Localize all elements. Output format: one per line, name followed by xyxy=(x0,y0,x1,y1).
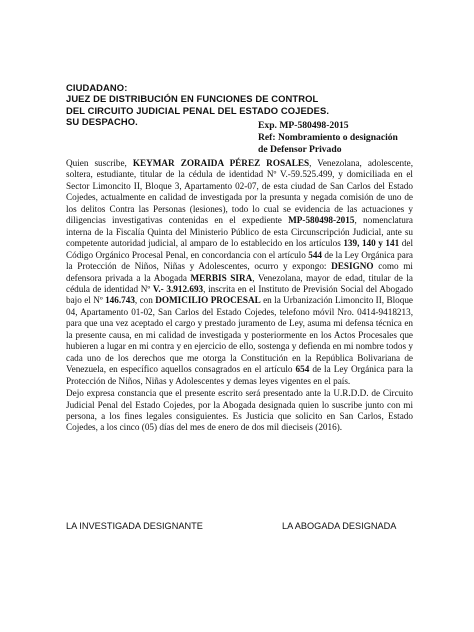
body-text-segment: , con xyxy=(134,295,156,306)
body-text-segment: de la Ley Orgánica para la Protección de Niños, Niñas y Adolescentes, ocurro y expongo: xyxy=(66,249,413,272)
body-text-segment: , Venezolana, adolescente, soltera, estudiante, titular de la cédula de identidad Nº V.-59.525.499, y domiciliada en el Sector Limoncito II, Bloque 3, Apartamento 02-07, de esta ciudad de San Carlos del Estado Cojedes, actualmente en calidad de investigada por la presunta y negada comisión de uno de los delitos Contra las Personas (lesiones), todo lo cual se evidencia de las actuaciones y diligencias investigativas contenidas en el expediente xyxy=(66,158,413,226)
body-paragraph-main xyxy=(66,158,413,387)
body-text-segment: , nomenclatura interna de la Fiscalía Quinta del Ministerio Público de esta Circunscripción Judicial, ante su competente autoridad judicial, al amparo de lo establecido en los artículos xyxy=(66,215,413,249)
reference-block xyxy=(258,120,438,155)
reference-line-continued: de Defensor Privado xyxy=(258,143,342,155)
body-text-segment: como mi defensora privada a la Abogada xyxy=(66,261,413,283)
addressee-judge: JUEZ DE DISTRIBUCIÓN EN FUNCIONES DE CONTROL xyxy=(66,93,319,105)
body-text-segment: , inscrita en el Instituto de Previsión Social del Abogado bajo el Nº xyxy=(66,283,413,306)
case-number: Exp. MP-580498-2015 xyxy=(258,120,349,131)
body-paragraph-closing: Dejo expresa constancia que el presente escrito será presentado ante la U.R.D.D. de Circuito Judicial Penal del Estado Cojedes, por la Abogada designada quien lo suscribe junto con mi persona, a los fines legales consiguientes. Es Justicia que solicito en San Carlos, Estado Cojedes, a los cinco (05) días del mes de enero de dos mil dieciseis (2016). xyxy=(66,388,413,433)
article-number: 654 xyxy=(295,364,310,375)
signature-investigated: LA INVESTIGADA DESIGNANTE xyxy=(66,521,203,531)
designation-keyword: DESIGNO xyxy=(331,261,374,272)
addressee-salutation: CIUDADANO: xyxy=(66,82,128,93)
addressee-court: DEL CIRCUITO JUDICIAL PENAL DEL ESTADO COJEDES. xyxy=(66,104,330,116)
case-number-inline: MP-580498-2015 xyxy=(288,215,355,226)
body-text-segment: en la Urbanización Limoncito II, Bloque 04, Apartamento 01-02, San Carlos del Estado Cojedes, telefono móvil Nro. 0414-9418213, para que una vez aceptado el cargo y prestado juramento de Ley, asuma mi defensa técnica en la presente causa, en mi calidad de investigada y posteriormente en los Actos Procesales que hubieren a lugar en mi contra y en ejercicio de ello, sostenga y defienda en mi nombre todos y cada uno de los derechos que me otorga la Constitución en la República Bolivariana de Venezuela, en específico aquellos consagrados en el artículo xyxy=(66,295,413,375)
body-text-segment: de la Ley Orgánica para la Protección de Niños, Niñas y Adolescentes y demas leyes vigentes en el país. xyxy=(66,364,413,386)
body-text-segment: Quien suscribe, xyxy=(66,158,133,168)
body-text-segment: , Venezolana, mayor de edad, titular de la cédula de identidad Nº xyxy=(66,272,414,294)
lawyer-id-number: V.- 3.912.693 xyxy=(152,283,204,294)
reference-line: Ref: Nombramiento o designación xyxy=(258,131,398,143)
procedural-domicile: DOMICILIO PROCESAL xyxy=(155,295,261,306)
article-number: 544 xyxy=(308,249,323,260)
lawyer-registry-number: 146.743 xyxy=(105,295,135,306)
letter-body xyxy=(66,158,413,434)
body-text-segment: del Código Orgánico Procesal Penal, en concordancia con el artículo xyxy=(66,238,413,260)
article-numbers: 139, 140 y 141 xyxy=(343,238,400,249)
lawyer-name: MERBIS SIRA xyxy=(190,272,253,283)
addressee-office: SU DESPACHO. xyxy=(66,116,138,128)
investigated-name: KEYMAR ZORAIDA PÉREZ ROSALES xyxy=(132,158,310,168)
signature-lawyer: LA ABOGADA DESIGNADA xyxy=(282,521,397,531)
